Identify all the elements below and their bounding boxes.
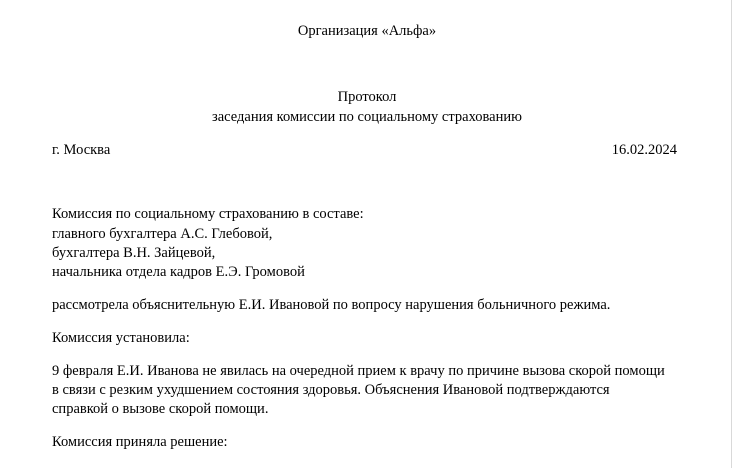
established-paragraph-line: в связи с резким ухудшением состояния здоровья. Объяснения Ивановой подтверждаются (52, 382, 610, 398)
member-line: начальника отдела кадров Е.Э. Громовой (52, 264, 305, 280)
decision-heading: Комиссия приняла решение: (52, 434, 228, 450)
page-edge-divider (731, 0, 732, 468)
document-subtitle: заседания комиссии по социальному страхованию (212, 109, 522, 125)
member-line: главного бухгалтера А.С. Глебовой, (52, 226, 273, 242)
document-title: Протокол (337, 89, 397, 105)
organization-name: Организация «Альфа» (297, 23, 437, 39)
document-date: 16.02.2024 (611, 142, 677, 158)
established-paragraph-line: справкой о вызове скорой помощи. (52, 401, 269, 417)
considered-paragraph: рассмотрела объяснительную Е.И. Ивановой по вопросу нарушения больничного режима. (52, 297, 611, 313)
city: г. Москва (52, 142, 111, 158)
member-line: бухгалтера В.Н. Зайцевой, (52, 245, 216, 261)
established-paragraph-line: 9 февраля Е.И. Иванова не явилась на очередной прием к врачу по причине вызова скорой помощи (52, 363, 665, 379)
composition-intro: Комиссия по социальному страхованию в составе: (52, 206, 364, 222)
established-heading: Комиссия установила: (52, 330, 190, 346)
